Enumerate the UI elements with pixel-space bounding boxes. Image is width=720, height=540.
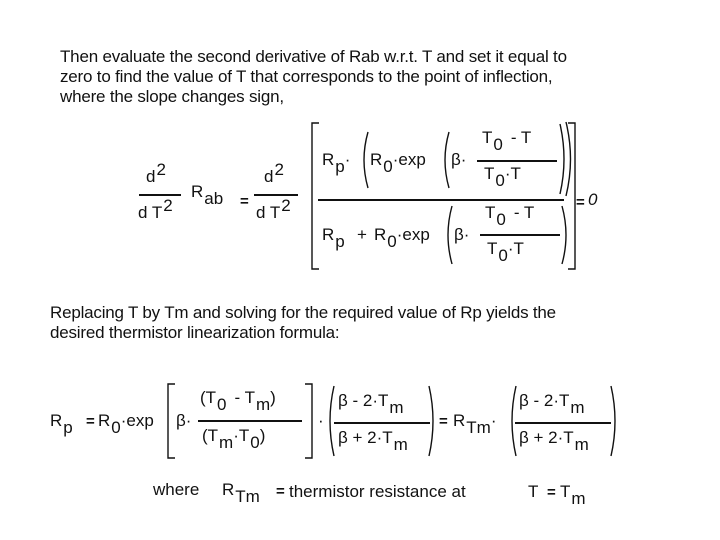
eq2-ratio2-paren-close	[610, 386, 620, 456]
replace-line-2: desired thermistor linearization formula:	[50, 323, 340, 342]
where-equals-1: =	[276, 483, 285, 500]
eq1-fraction-line-2	[254, 194, 298, 196]
eq2-ratio2-numerator: β - 2·Tm	[519, 391, 585, 417]
eq2-Rp: Rp	[50, 411, 73, 437]
eq1-den-plus: +	[357, 225, 367, 244]
eq2-dot-1: ·	[318, 411, 324, 430]
eq2-ratio-paren-open	[325, 386, 335, 456]
eq1-den-beta: β·	[454, 225, 470, 244]
eq1-main-fraction-line	[318, 199, 564, 201]
eq1-den-inner-numerator: T0 - T	[485, 203, 535, 229]
eq2-exp-numerator: (T0 - Tm)	[200, 388, 276, 414]
intro-line-2: zero to find the value of T that corresponds to the point of inflection,	[60, 67, 553, 86]
eq1-equals-result: =	[576, 194, 585, 211]
eq1-Rab: Rab	[191, 182, 224, 208]
eq1-den-exp-open	[443, 206, 453, 264]
eq1-numerator-d2-b: d2	[264, 160, 284, 186]
eq2-ratio2-fraction-line	[515, 422, 611, 424]
replace-line-1: Replacing T by Tm and solving for the required value of Rp yields the	[50, 303, 556, 322]
eq2-beta: β·	[176, 411, 192, 430]
eq2-equals-2: =	[439, 413, 448, 430]
eq1-denominator-dT2-b: d T2	[256, 196, 291, 222]
where-RTm: RTm	[222, 480, 260, 506]
intro-line-1: Then evaluate the second derivative of Rab w.r.t. T and set it equal to	[60, 47, 567, 66]
eq1-equals-1: =	[240, 193, 249, 210]
eq2-ratio-denominator: β + 2·Tm	[338, 428, 408, 454]
eq1-num-inner-denominator: T0·T	[484, 164, 521, 190]
where-text: thermistor resistance at	[289, 482, 466, 501]
eq2-ratio-fraction-line	[334, 422, 430, 424]
eq1-numerator-d2: d2	[146, 160, 166, 186]
eq1-den-inner-fraction-line	[480, 234, 560, 236]
eq2-equals-1: =	[86, 413, 95, 430]
eq2-exp-bracket-open	[166, 384, 176, 458]
eq2-ratio-paren-close	[428, 386, 438, 456]
eq2-exp-bracket-close	[304, 384, 314, 458]
eq2-RTm: RTm·	[453, 411, 497, 437]
eq2-exp-denominator: (Tm·T0)	[202, 426, 266, 452]
eq1-fraction-line-1	[139, 194, 181, 196]
where-T: T	[528, 482, 539, 501]
eq1-den-Rp: Rp	[322, 225, 345, 251]
eq2-R0exp: R0·exp	[98, 411, 154, 437]
eq1-den-R0exp: R0·exp	[374, 225, 430, 251]
eq1-num-beta: β·	[451, 150, 467, 169]
eq1-denominator-dT2: d T2	[138, 196, 173, 222]
eq2-ratio2-paren-open	[507, 386, 517, 456]
eq1-den-inner-denominator: T0·T	[487, 239, 524, 265]
eq2-exp-fraction-line	[198, 420, 302, 422]
eq1-result-zero: 0	[588, 190, 598, 209]
eq1-num-inner-fraction-line	[477, 160, 557, 162]
eq1-num-exp-open	[440, 132, 450, 188]
where-equals-2: =	[547, 484, 556, 501]
eq1-left-bracket	[310, 123, 322, 269]
intro-line-3: where the slope changes sign,	[60, 87, 284, 106]
eq1-num-paren-open	[359, 132, 369, 188]
where-Tm: Tm	[560, 482, 586, 508]
eq2-ratio-numerator: β - 2·Tm	[338, 391, 404, 417]
eq2-ratio2-denominator: β + 2·Tm	[519, 428, 589, 454]
where-label: where	[153, 480, 200, 499]
eq1-num-R0exp: R0·exp	[370, 150, 426, 176]
eq1-num-inner-numerator: T0 - T	[482, 128, 532, 154]
eq1-num-Rp: Rp·	[322, 150, 351, 176]
